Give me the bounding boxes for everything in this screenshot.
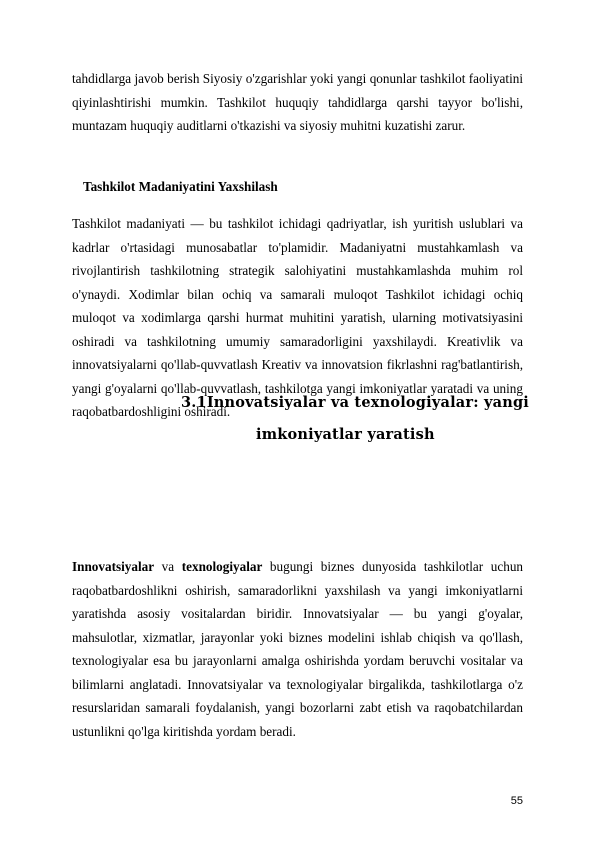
paragraph-innovations: [72, 555, 523, 743]
paragraph-legal-threats: tahdidlarga javob berish Siyosiy o'zgarishlar yoki yangi qonunlar tashkilot faoliyatini qiyinlashtirishi mumkin. Tashkilot huquqiy tahdidlarga qarshi tayyor bo'lishi, muntazam huquqiy auditlarni o'tkazishi va siyosiy muhitni kuzatishi zarur.: [72, 71, 523, 133]
paragraph-organizational-culture: Tashkilot madaniyati — bu tashkilot ichidagi qadriyatlar, ish yuritish uslublari va kadrlar o'rtasidagi munosabatlar to'plamidir. Madaniyatni mustahkamlash va rivojlantirish tashkilotning strategik salohiyatini mustahkamlashda muhim rol o'ynaydi. Xodimlar bilan ochiq va samarali muloqot Tashkilot ichidagi ochiq muloqot va xodimlarga qarshi hurmat muhitini yaratish, ularning motivatsiyasini oshiradi va tashkilotning umumiy samaradorligini yaxshilaydi. Kreativlik va innovatsiyalarni qo'llab-quvvatlash Kreativ va innovatsion fikrlashni rag'batlantirish, yangi g'oyalarni qo'llab-quvvatlash, tashkilotga yangi imkoniyatlar yaratadi va uning raqobatbardoshligini oshiradi.: [72, 216, 523, 419]
conjunction-text: va: [154, 559, 182, 574]
section-title-line1: 3.1Innovatsiyalar va texnologiyalar: yangi: [181, 394, 530, 411]
paragraph-innovations-body: bugungi biznes dunyosida tashkilotlar uchun raqobatbardoshlikni oshirish, samaradorlikni yaxshilash va yangi imkoniyatlarni yaratishda asosiy vositalardan biridir. Innovatsiyalar — bu yangi g'oyalar, mahsulotlar, xizmatlar, jarayonlar yoki biznes modelini ishlab chiqish va qo'llash, texnologiyalar esa bu jarayonlarni amalga oshirishda yordam beruvchi vositalar va bilimlarni anglatadi. Innovatsiyalar va texnologiyalar birgalikda, tashkilotlarga o'z resurslaridan samarali foydalanish, yangi bozorlarni zabt etish va raqobatchilardan ustunlikni qo'lga kiritishda yordam beradi.: [72, 559, 524, 739]
page-number: 55: [510, 795, 523, 807]
term-innovations: Innovatsiyalar: [72, 559, 155, 574]
term-technologies: texnologiyalar: [181, 559, 263, 574]
section-title-line2: imkoniyatlar yaratish: [256, 426, 435, 443]
heading-organizational-culture: Tashkilot Madaniyatini Yaxshilash: [83, 179, 278, 194]
